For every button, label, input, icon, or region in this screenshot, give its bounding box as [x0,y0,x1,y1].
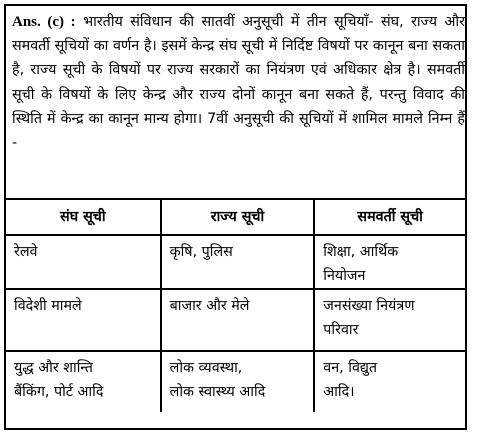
header-state-list: राज्य सूची [161,199,315,235]
table-cell: कृषि, पुलिस [161,235,315,289]
answer-box [4,4,467,430]
table-row [6,235,465,289]
table-cell: रेलवे [6,235,161,289]
header-concurrent-list: समवर्ती सूची [314,199,465,235]
schedule-table [6,198,465,412]
table-cell: वन, विद्युत आदि। [314,351,465,412]
answer-paragraph [12,10,465,155]
table-cell: शिक्षा, आर्थिक नियोजन [314,235,465,289]
table-header-row [6,199,465,235]
table-row [6,289,465,351]
table-cell: लोक व्यवस्था, लोक स्वास्थ्य आदि [161,351,315,412]
table-row [6,351,465,412]
table-cell: जनसंख्या नियंत्रण परिवार [314,289,465,351]
table-cell: बाजार और मेले [161,289,315,351]
header-union-list: संघ सूची [6,199,161,235]
table-cell: विदेशी मामले [6,289,161,351]
answer-label: Ans. (c) : [12,14,76,30]
answer-text: भारतीय संविधान की सातवीं अनुसूची में तीन सूचियाँ- संघ, राज्य और समवर्ती सूचियों का वर्णन है। इसमें केन्द्र संघ सूची में निर्दिष्ट विषयों पर कानून बना सकता है, राज्य सूची के विषयों पर राज्य सरकारों का नियंत्रण एवं अधिकार क्षेत्र है। समवर्ती सूची के विषयों के लिए केन्द्र और राज्य दोनों कानून बना सकते हैं, परन्तु विवाद की स्थिति में केन्द्र का कानून मान्य होगा। 7वीं अनुसूची की सूचियों में शामिल मामले निम्न हैं - [12,14,465,152]
table-cell: युद्ध और शान्ति बैंकिंग, पोर्ट आदि [6,351,161,412]
